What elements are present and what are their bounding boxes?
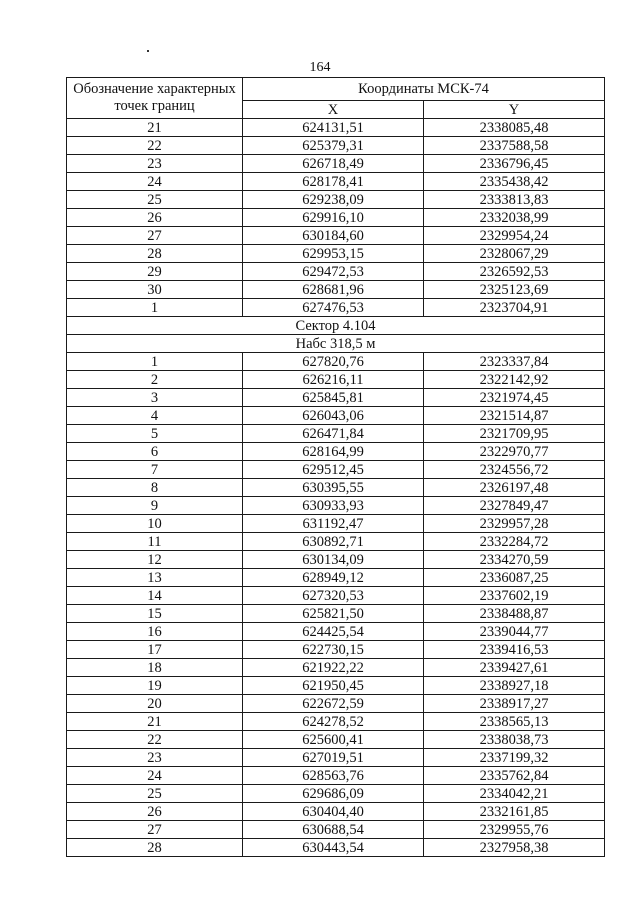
table-row: [67, 533, 605, 551]
point-number: 1: [67, 299, 243, 317]
y-coordinate: 2324556,72: [424, 461, 605, 479]
table-row: [67, 713, 605, 731]
point-number: 29: [67, 263, 243, 281]
x-coordinate: 629512,45: [243, 461, 424, 479]
y-coordinate: 2338917,27: [424, 695, 605, 713]
x-coordinate: 625600,41: [243, 731, 424, 749]
y-coordinate: 2329955,76: [424, 821, 605, 839]
point-number: 18: [67, 659, 243, 677]
point-number: 30: [67, 281, 243, 299]
point-number: 20: [67, 695, 243, 713]
point-number: 15: [67, 605, 243, 623]
y-coordinate: 2336087,25: [424, 569, 605, 587]
table-row: [67, 299, 605, 317]
x-coordinate: 624278,52: [243, 713, 424, 731]
table-row: [67, 371, 605, 389]
y-coordinate: 2327849,47: [424, 497, 605, 515]
point-label-header: Обозначение характерных точек границ: [67, 78, 243, 119]
y-coordinate: 2337602,19: [424, 587, 605, 605]
x-coordinate: 626471,84: [243, 425, 424, 443]
x-coordinate: 627476,53: [243, 299, 424, 317]
table-row: [67, 479, 605, 497]
x-coordinate: 625821,50: [243, 605, 424, 623]
y-coordinate: 2338488,87: [424, 605, 605, 623]
x-coordinate: 626043,06: [243, 407, 424, 425]
table-row: [67, 695, 605, 713]
y-column-header: Y: [424, 101, 605, 119]
x-coordinate: 628563,76: [243, 767, 424, 785]
point-number: 19: [67, 677, 243, 695]
y-coordinate: 2338927,18: [424, 677, 605, 695]
point-number: 21: [67, 119, 243, 137]
y-coordinate: 2332038,99: [424, 209, 605, 227]
y-coordinate: 2333813,83: [424, 191, 605, 209]
x-coordinate: 629916,10: [243, 209, 424, 227]
y-coordinate: 2323704,91: [424, 299, 605, 317]
x-coordinate: 622672,59: [243, 695, 424, 713]
y-coordinate: 2328067,29: [424, 245, 605, 263]
table-row: [67, 353, 605, 371]
point-number: 23: [67, 749, 243, 767]
y-coordinate: 2334270,59: [424, 551, 605, 569]
y-coordinate: 2335438,42: [424, 173, 605, 191]
point-number: 8: [67, 479, 243, 497]
sector-label: Сектор 4.104: [67, 317, 605, 335]
x-coordinate: 630404,40: [243, 803, 424, 821]
point-number: 3: [67, 389, 243, 407]
x-coordinate: 627019,51: [243, 749, 424, 767]
table-row: [67, 605, 605, 623]
x-coordinate: 628164,99: [243, 443, 424, 461]
x-column-header: X: [243, 101, 424, 119]
table-row: [67, 803, 605, 821]
x-coordinate: 630134,09: [243, 551, 424, 569]
y-coordinate: 2326592,53: [424, 263, 605, 281]
table-row: [67, 515, 605, 533]
x-coordinate: 621922,22: [243, 659, 424, 677]
point-number: 22: [67, 731, 243, 749]
table-row: [67, 281, 605, 299]
table-row: [67, 191, 605, 209]
y-coordinate: 2322970,77: [424, 443, 605, 461]
table-row: [67, 137, 605, 155]
y-coordinate: 2337199,32: [424, 749, 605, 767]
y-coordinate: 2325123,69: [424, 281, 605, 299]
y-coordinate: 2323337,84: [424, 353, 605, 371]
table-row: [67, 623, 605, 641]
table-row: [67, 731, 605, 749]
table-row: [67, 659, 605, 677]
x-coordinate: 622730,15: [243, 641, 424, 659]
y-coordinate: 2329954,24: [424, 227, 605, 245]
table-row: [67, 245, 605, 263]
y-coordinate: 2334042,21: [424, 785, 605, 803]
y-coordinate: 2322142,92: [424, 371, 605, 389]
point-number: 1: [67, 353, 243, 371]
x-coordinate: 630688,54: [243, 821, 424, 839]
x-coordinate: 621950,45: [243, 677, 424, 695]
point-number: 25: [67, 785, 243, 803]
y-coordinate: 2327958,38: [424, 839, 605, 857]
x-coordinate: 625379,31: [243, 137, 424, 155]
x-coordinate: 624131,51: [243, 119, 424, 137]
point-number: 12: [67, 551, 243, 569]
point-number: 9: [67, 497, 243, 515]
point-number: 28: [67, 839, 243, 857]
x-coordinate: 630395,55: [243, 479, 424, 497]
coordinate-system-header: Координаты МСК-74: [243, 78, 605, 101]
table-row: [67, 821, 605, 839]
y-coordinate: 2339044,77: [424, 623, 605, 641]
x-coordinate: 627820,76: [243, 353, 424, 371]
point-number: 17: [67, 641, 243, 659]
point-number: 4: [67, 407, 243, 425]
table-row: [67, 551, 605, 569]
point-number: 10: [67, 515, 243, 533]
table-row: [67, 389, 605, 407]
point-number: 27: [67, 227, 243, 245]
x-coordinate: 630892,71: [243, 533, 424, 551]
point-number: 2: [67, 371, 243, 389]
table-row: [67, 119, 605, 137]
table-body: [67, 119, 605, 857]
x-coordinate: 629472,53: [243, 263, 424, 281]
point-number: 28: [67, 245, 243, 263]
y-coordinate: 2335762,84: [424, 767, 605, 785]
point-number: 26: [67, 209, 243, 227]
point-number: 16: [67, 623, 243, 641]
point-number: 23: [67, 155, 243, 173]
y-coordinate: 2321709,95: [424, 425, 605, 443]
x-coordinate: 630443,54: [243, 839, 424, 857]
point-number: 11: [67, 533, 243, 551]
table-row: [67, 839, 605, 857]
table-row: [67, 785, 605, 803]
table-row: [67, 227, 605, 245]
y-coordinate: 2332284,72: [424, 533, 605, 551]
sector-row: [67, 317, 605, 335]
y-coordinate: 2338565,13: [424, 713, 605, 731]
point-number: 24: [67, 173, 243, 191]
y-coordinate: 2338085,48: [424, 119, 605, 137]
table-row: [67, 641, 605, 659]
table-row: [67, 155, 605, 173]
scan-speck: [147, 50, 149, 52]
point-number: 27: [67, 821, 243, 839]
y-coordinate: 2339427,61: [424, 659, 605, 677]
point-number: 21: [67, 713, 243, 731]
x-coordinate: 624425,54: [243, 623, 424, 641]
x-coordinate: 628681,96: [243, 281, 424, 299]
x-coordinate: 628949,12: [243, 569, 424, 587]
table-row: [67, 497, 605, 515]
point-number: 5: [67, 425, 243, 443]
point-number: 6: [67, 443, 243, 461]
table-row: [67, 767, 605, 785]
table-row: [67, 587, 605, 605]
y-coordinate: 2339416,53: [424, 641, 605, 659]
x-coordinate: 626718,49: [243, 155, 424, 173]
y-coordinate: 2338038,73: [424, 731, 605, 749]
table-row: [67, 443, 605, 461]
table-row: [67, 425, 605, 443]
table-row: [67, 209, 605, 227]
y-coordinate: 2321974,45: [424, 389, 605, 407]
table-row: [67, 263, 605, 281]
table-row: [67, 749, 605, 767]
y-coordinate: 2326197,48: [424, 479, 605, 497]
point-number: 14: [67, 587, 243, 605]
point-number: 26: [67, 803, 243, 821]
point-number: 22: [67, 137, 243, 155]
point-number: 25: [67, 191, 243, 209]
coordinates-table: [66, 77, 605, 857]
table-row: [67, 569, 605, 587]
y-coordinate: 2336796,45: [424, 155, 605, 173]
x-coordinate: 625845,81: [243, 389, 424, 407]
x-coordinate: 626216,11: [243, 371, 424, 389]
y-coordinate: 2337588,58: [424, 137, 605, 155]
table-header-row-1: [67, 78, 605, 101]
x-coordinate: 628178,41: [243, 173, 424, 191]
point-number: 13: [67, 569, 243, 587]
table-row: [67, 407, 605, 425]
x-coordinate: 630184,60: [243, 227, 424, 245]
habs-row: [67, 335, 605, 353]
x-coordinate: 629953,15: [243, 245, 424, 263]
x-coordinate: 630933,93: [243, 497, 424, 515]
table-row: [67, 173, 605, 191]
table-row: [67, 677, 605, 695]
point-number: 24: [67, 767, 243, 785]
point-number: 7: [67, 461, 243, 479]
y-coordinate: 2329957,28: [424, 515, 605, 533]
x-coordinate: 629238,09: [243, 191, 424, 209]
table-row: [67, 461, 605, 479]
x-coordinate: 629686,09: [243, 785, 424, 803]
habs-label: Набс 318,5 м: [67, 335, 605, 353]
y-coordinate: 2321514,87: [424, 407, 605, 425]
x-coordinate: 627320,53: [243, 587, 424, 605]
page-number: 164: [309, 60, 331, 75]
y-coordinate: 2332161,85: [424, 803, 605, 821]
x-coordinate: 631192,47: [243, 515, 424, 533]
